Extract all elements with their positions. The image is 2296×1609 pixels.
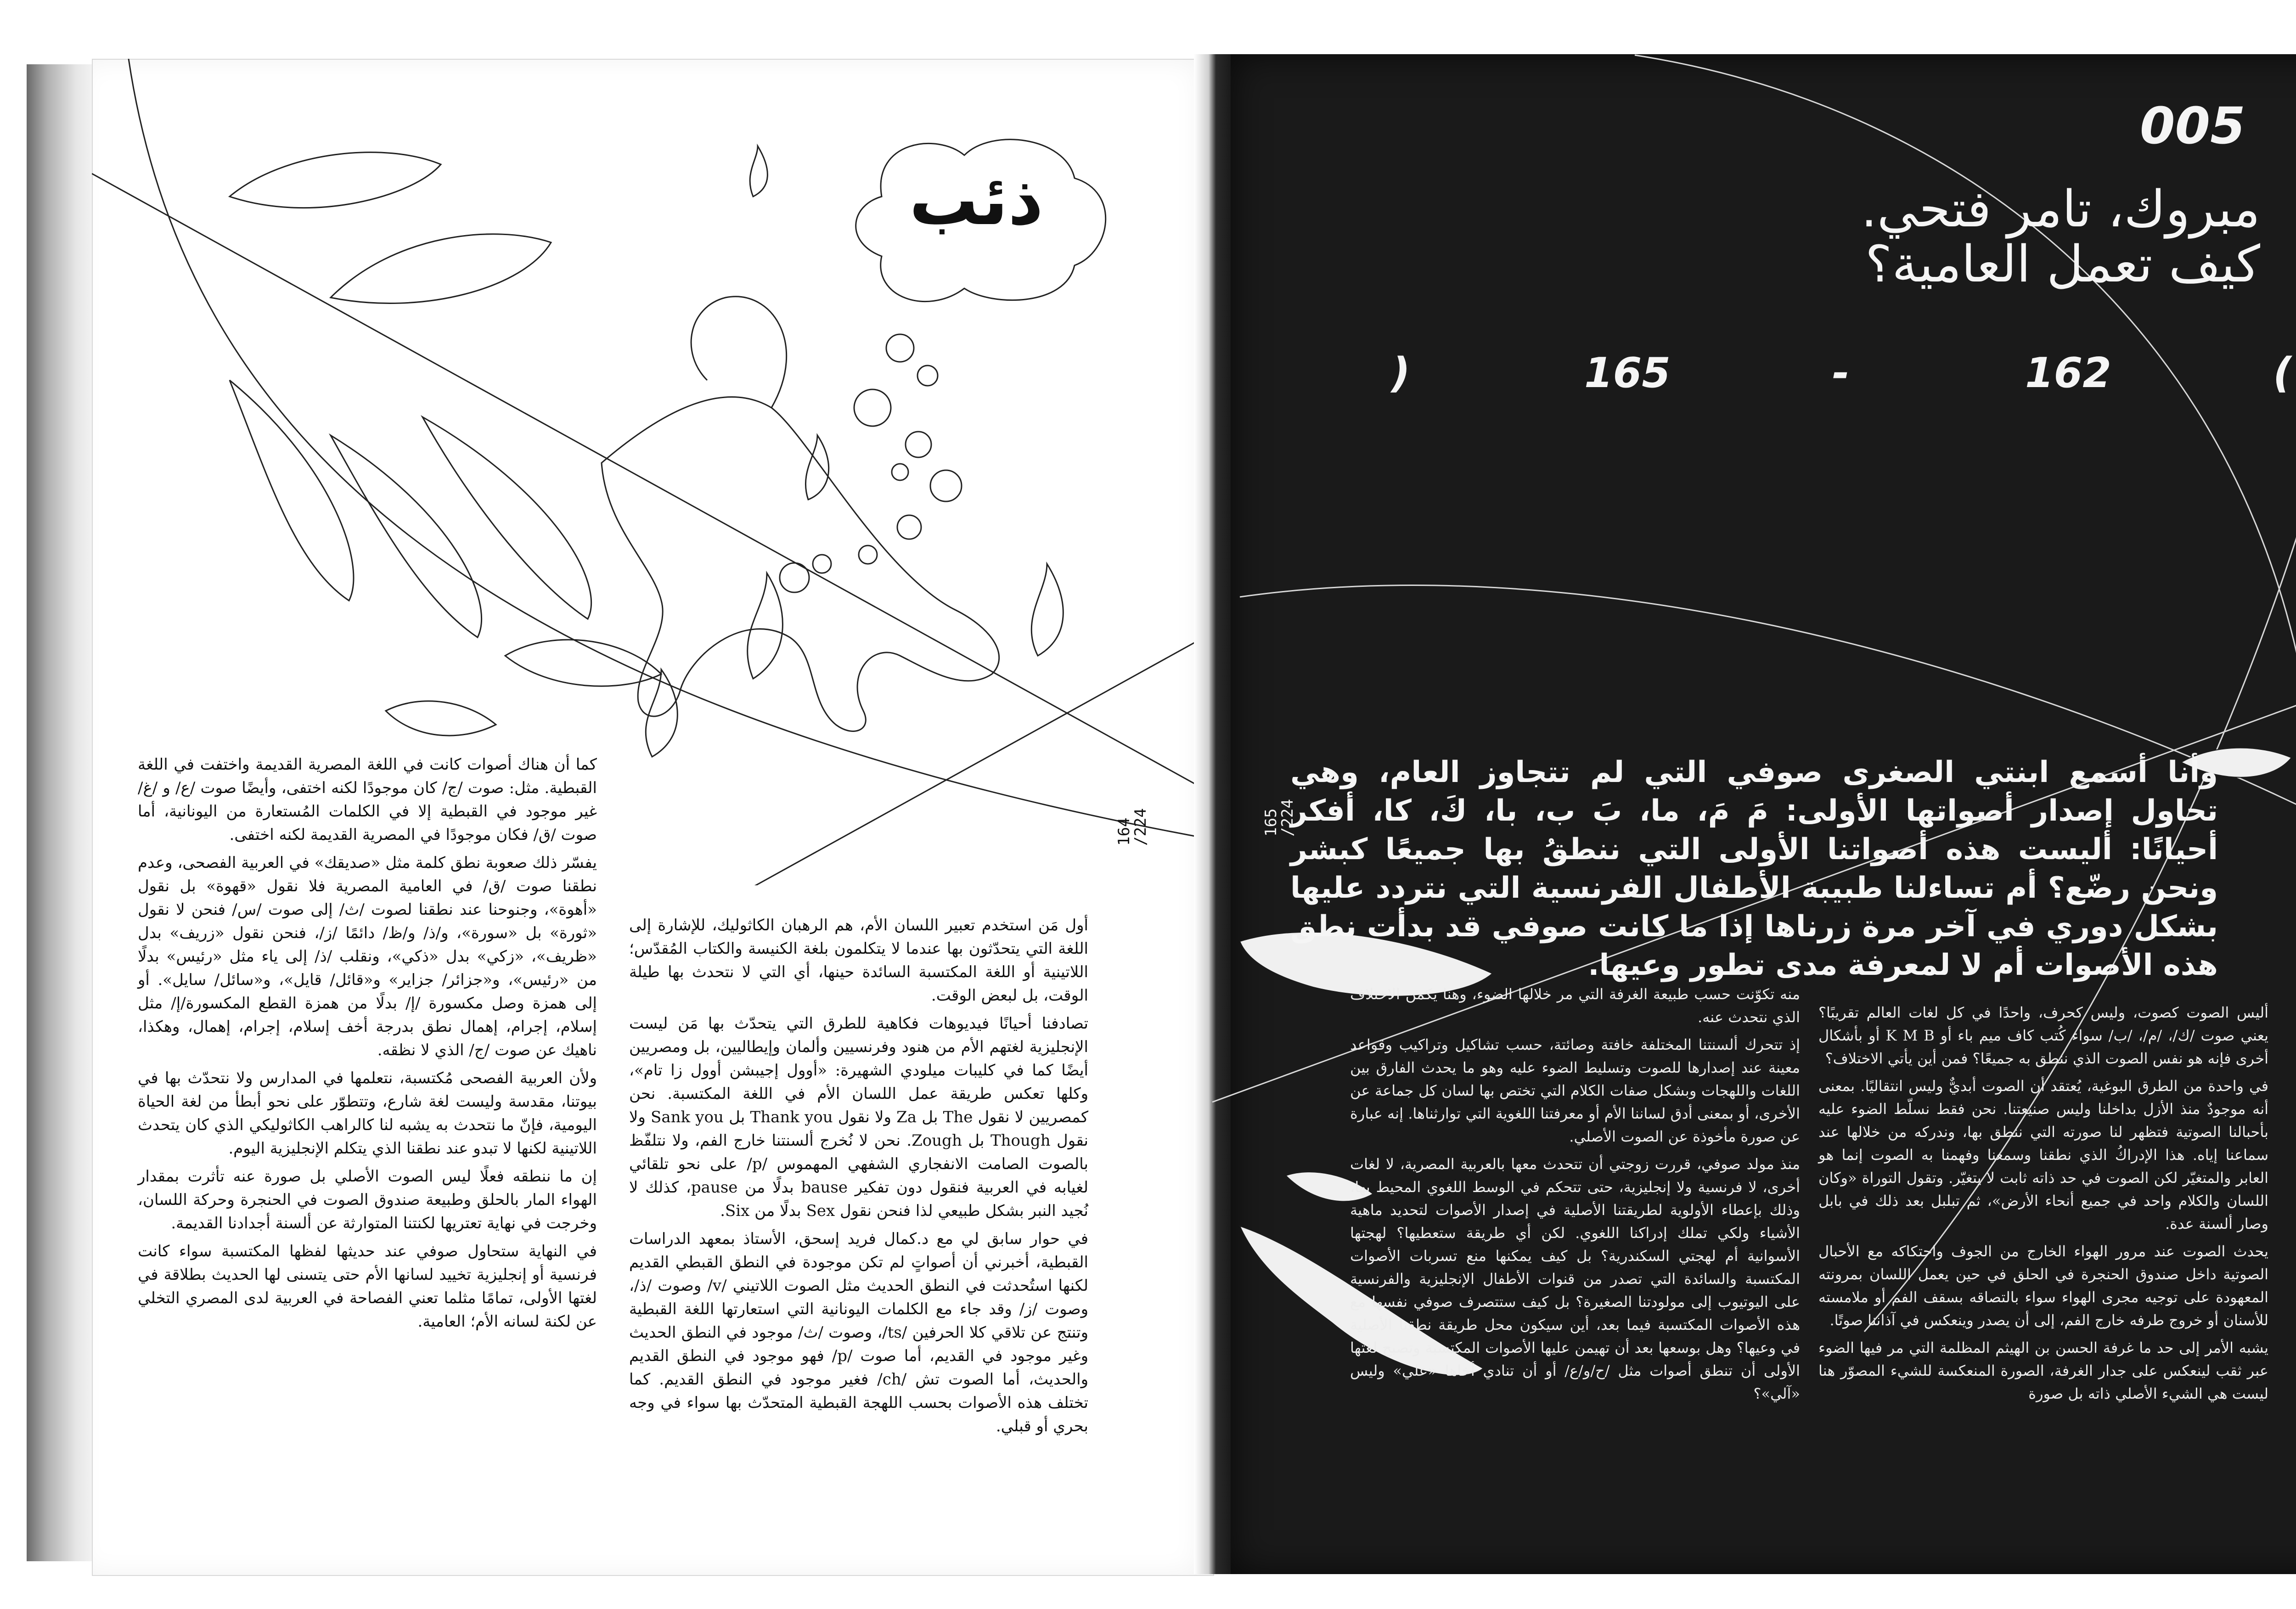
page-range-close: )	[1391, 349, 1411, 397]
right-folio: 165 /224	[1262, 799, 1297, 837]
paragraph: أول مَن استخدم تعبير اللسان الأم، هم الرهبان الكاثوليك، للإشارة إلى اللغة التي يتحدّثون بها عندما لا يتكلمون بلغة الكنيسة والكتاب المُقدّس؛ اللاتينية أو اللغة المكتسبة السائدة حينها، أي التي لا نتحدث بها طيلة الوقت، بل لبعض الوقت.	[629, 916, 1088, 1005]
page-range-end: 165	[1584, 349, 1671, 397]
paragraph: منه تكوّنت حسب طبيعة الغرفة التي مر خلالها الضوء، وهنا يكمن الاختلاف الذي نتحدث عنه.	[1350, 985, 1800, 1026]
right-page-column-right	[1818, 1001, 2268, 1410]
paragraph: أليس الصوت كصوت، وليس كحرف، واحدًا في كل لغات العالم تقريبًا؟ يعني صوت /ك/، /م/، /ب/ سواء كُتب كاف ميم باء أو K M B أو بأشكال أخرى فإنه هو نفس الصوت الذي ننطق به جميعًا؟ فمن أين يأتي الاختلاف؟	[1818, 1004, 2269, 1067]
paragraph: إن ما ننطقه فعلًا ليس الصوت الأصلي بل صورة عنه تأثرت بمقدار الهواء المار بالحلق وطبيعة صندوق الصوت في الحنجرة وحركة اللسان، وخرجت في نهاية تعتريها لكنتنا المتوارثة عن ألسنة أجدادنا القديمة.	[138, 1167, 597, 1232]
left-folio: 164 /224	[1115, 808, 1150, 846]
paragraph: إذ تتحرك ألسنتنا المختلفة خافتة وصائتة، حسب تشاكيل وتراكيب وقواعد معينة عند إصدارها للصوت وتسليط الضوء عليه وهو ما يحدث الفارق بين اللغات واللهجات وبشكل صفات الكلام التي تختص بها لسان كل جماعة عن الأخرى، أو بمعنى أدق لساننا الأم أو معرفتنا اللغوية التي توارثناها. إنه عبارة عن صورة مأخوذة عن الصوت الأصلي.	[1350, 1036, 1800, 1145]
illustration-word: ذئب	[909, 161, 1044, 241]
issue-number: 005	[2140, 96, 2245, 155]
paragraph: منذ مولد صوفي، قررت زوجتي أن تتحدث معها بالعربية المصرية، لا لغات أخرى، لا فرنسية ولا إنجليزية، حتى تتحكم في الوسط اللغوي المحيط بها، وذلك بإعطاء الأولوية لطريقتنا الأصلية في إصدار الأصوات لتحديد ماهية الأشياء ولكي تملك إدراكنا اللغوي. لكن أي طريقة ستعطيها؟ لهجتها الأسوانية أم لهجتي السكندرية؟ بل كيف يمكنها منع تسربات الأصوات المكتسبة والسائدة التي تصدر من قنوات الأطفال الإنجليزية والفرنسية على اليوتيوب إلى مولودتنا الصغيرة؟ بل كيف ستتصرف صوفي نفسها مع هذه الأصوات المكتسبة فيما بعد، أين سيكون محل طريقة نطقنا الأصلية في وعيها؟ وهل بوسعها بعد أن تهيمن عليها الأصوات المكتسبة وتصبح لغتها الأولى أن تنطق أصوات مثل /ح/و/ع/ أو أن تنادي أخاها «علي» وليس «آلي»؟	[1350, 1155, 1801, 1402]
paragraph: يفسّر ذلك صعوبة نطق كلمة مثل «صديقك» في العربية الفصحى، وعدم نطقنا صوت /ق/ في العامية المصرية فلا نقول «قهوة» بل نقول «أهوة»، وجنوحنا عند نطقنا لصوت /ث/ إلى صوت /س/ فنحن لا نقول «ثورة» بل «سورة»، و/ذ/ و/ظ/ دائمًا /ز/، فنحن نقول «زريف» بدل «ظريف»، «زكي» بدل «ذكي»، ونقلب /ذ/ إلى ياء مثل «رئيس» بدلًا من «رئيس»، و«جزائر/ جزاير» و«قائل/ قايل»، و«سائل/ سايل». أو إلى همزة وصل مكسورة /إ/ بدلًا من همزة القطع المكسورة/إ/ مثل إسلام، إجرام، إهمال نطق بدرجة أخف إسلام، إجرام، إهمال، وهكذا، ناهيك عن صوت /ج/ الذي لا نظقه.	[138, 854, 597, 1059]
page-range-open: (	[2273, 349, 2292, 397]
paragraph: في النهاية ستحاول صوفي عند حديثها لفظها المكتسبة سواء كانت فرنسية أو إنجليزية تخييد لسانها الأم حتى يتسنى لها الحديث بطلاقة في لغتها الأولى، تمامًا مثلما تعني الفصاحة في العربية لدى المصري التخلي عن لكنة لسانه الأم؛ العامية.	[138, 1242, 597, 1331]
paragraph: ولأن العربية الفصحى مُكتسبة، نتعلمها في المدارس ولا نتحدّث بها في بيوتنا، مقدسة وليست لغة شارع، وتتطوّر على نحو أبطأ من لغة الحياة اليومية، فإنّ ما نتحدث به يشبه لنا كالراهب الكاثوليكي الذي كان يتحدث اللاتينية لكنها لا تبدو عند نطقنا الذي يتكلم الإنجليزية اليوم.	[138, 1069, 597, 1158]
title-line-1: مبروك، تامر فتحي.	[1861, 180, 2260, 238]
paragraph: يحدث الصوت عند مرور الهواء الخارج من الجوف واحتكاكه مع الأحبال الصوتية داخل صندوق الحنجرة في الحلق في حين يعمل اللسان بمرونته المعهودة على توجيه مجرى الهواء سواء بالتصاقه بسقف الفم أو ملامسته للأسنان أو خروج طرفه خارج الفم، إلى أن يصدر وينعكس في آذاننا صوتًا.	[1818, 1243, 2269, 1329]
paragraph: في واحدة من الطرق البوغية، يُعتقد أن الصوت أبديٌّ وليس انتقاليًا. بمعنى أنه موجودٌ منذ الأزل بداخلنا وليس صنيعتنا. نحن فقط نسلّط الضوء عليه بأحبالنا الصوتية فتظهر لنا صورته التي ننطق بها، وندركه من خلالها عند سماعنا إياه. هذا الإدراكُ الذي نطقنا وسمعنا وفهمنا به الصوت إنما هو العابر والمتغيّر لكن الصوت في حد ذاته ثابت لا يتغيّر. وتقول التوراة «وكان اللسان والكلام واحد في جميع أنحاء الأرض»، ثم تبلبل بعد ذلك في بابل وصار ألسنة عدة.	[1818, 1077, 2269, 1232]
paragraph: تصادفنا أحيانًا فيديوهات فكاهية للطرق التي يتحدّث بها مَن ليست الإنجليزية لغتهم الأم من هنود وفرنسيين وألمان وإيطاليين، بل ومصريين أيضًا كما في كليبات ميلودي الشهيرة: «أوول إجيبشن أوول زا تام»، وكلها تعكس طريقة عمل اللسان الأم في اللغة المكتسبة. نحن كمصريين لا نقول The بل Za ولا نقول Thank you بل Sank you ولا نقول Though بل Zough. نحن لا نُخرج ألسنتنا خارج الفم، ولا نتلفّظ بالصوت الصامت الانفجاري الشفهي المهموس /p/ على نحو تلقائي لغيابه في العربية فنقول دون تفكير bause بدلًا من pause، كذلك لا نُجيد النبر بشكل طبيعي لذا فنحن نقول Sex بدلًا من Six.	[629, 1014, 1089, 1220]
lead-paragraph: وأنا أسمع ابنتي الصغرى صوفي التي لم تتجاوز العام، وهي تحاول إصدار أصواتها الأولى: مَ مَ، ما، بَ ب، با، كَ، كا، أفكر أحيانًا: أليست هذه أصواتنا الأولى التي ننطقُ بها جميعًا كبشر ونحن رضّع؟ أم تساءلنا طبيبة الأطفال الفرنسية التي نتردد عليها بشكل دوري في آخر مرة زرناها إذا ما كانت صوفي قد بدأت نطق هذه الأصوات أم لا لمعرفة مدى تطور وعيها.	[1290, 755, 2218, 982]
article-title	[1434, 181, 2260, 292]
page-range-dash: -	[1832, 349, 1850, 397]
paragraph: يشبه الأمر إلى حد ما غرفة الحسن بن الهيثم المظلمة التي مر فيها الضوء عبر ثقب لينعكس على جدار الغرفة، الصورة المنعكسة للشيء المصوّر هنا ليست هي الشيء الأصلي ذاته بل صورة	[1818, 1339, 2268, 1402]
title-line-2: كيف تعمل العامية؟	[1865, 235, 2260, 293]
paragraph: في حوار سابق لي مع د.كمال فريد إسحق، الأستاذ بمعهد الدراسات القبطية، أخبرني أن أصواتٍ لم تكن موجودة في النطق القبطي القديم لكنها استُحدثت في النطق الحديث مثل الصوت اللاتيني /v/ وصوت /ذ/، وصوت /ز/ وقد جاء مع الكلمات اليونانية التي استعارتها اللغة القبطية وتنتج عن تلاقي كلا الحرفين /ts/، وصوت /ث/ موجود في النطق الحديث وغير موجود في القديم، أما صوت /p/ فهو موجود في النطق القديم والحديث، أما الصوت تش /ch/ فغير موجود في النطق القديم. كما تختلف هذه الأصوات بحسب اللهجة القبطية المتحدّث بها سواء في وجه بحري أو قبلي.	[629, 1230, 1089, 1435]
page-range-start: 162	[2025, 349, 2111, 397]
page-range	[1391, 349, 2296, 404]
right-page-column-left	[1350, 983, 1800, 1410]
paragraph: كما أن هناك أصوات كانت في اللغة المصرية القديمة واختفت في اللغة القبطية. مثل: صوت /ج/ كان موجودًا لكنه اختفى، وأيضًا صوت /ع/ و /غ/ غير موجود في القبطية إلا في الكلمات المُستعارة من اليونانية، أما صوت /ق/ فكان موجودًا في المصرية القديمة لكنه اختفى.	[138, 755, 597, 844]
